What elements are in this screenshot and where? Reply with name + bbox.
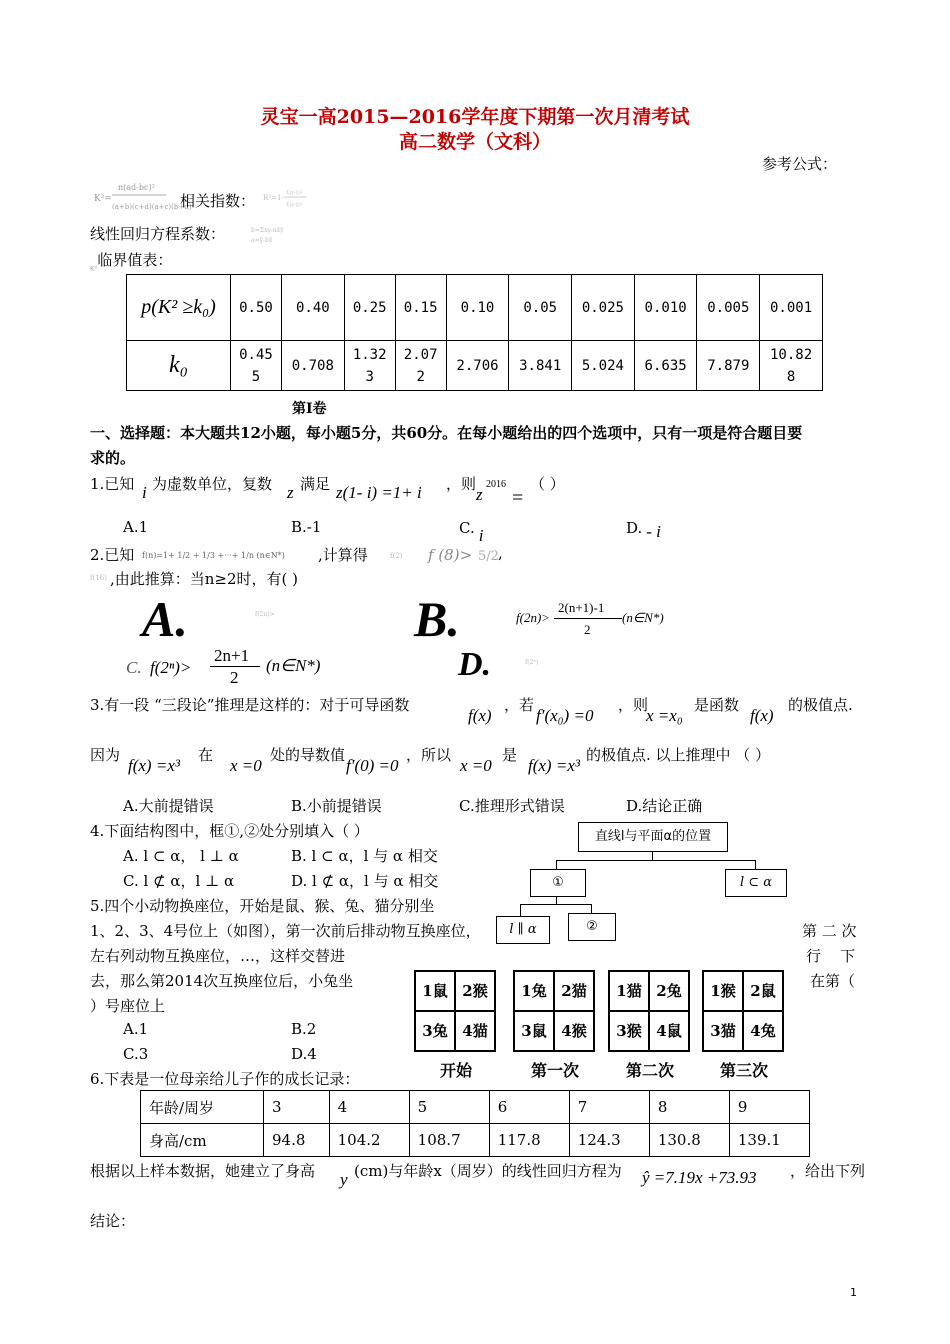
section-one-instructions: 一、选择题：本大题共12小题，每小题5分，共60分。在每小题给出的四个选项中，只有一项是符合题目要 [90, 424, 803, 442]
exam-subtitle: 高二数学（文科） [398, 131, 551, 153]
table-cell: 139.1 [729, 1124, 809, 1157]
section-one-instructions-cont: 求的。 [90, 449, 136, 467]
q3-option-c: C.推理形式错误 [459, 797, 565, 815]
table-cell: 0.001 [760, 275, 823, 341]
table-cell: 5.024 [572, 341, 635, 391]
diagram-box-parallel: l ∥ α [496, 916, 550, 944]
seat-cell: 1猴 [702, 970, 744, 1012]
seat-cell: 2猫 [553, 970, 595, 1012]
q2-f-definition-image [142, 544, 318, 566]
seat-grid-label: 第一次 [530, 1061, 579, 1080]
table-cell: 0.708 [281, 341, 344, 391]
table-cell: 2.07 2 [395, 341, 446, 391]
question-5-line-5: ）号座位上 [90, 997, 166, 1015]
seat-cell: 3猫 [702, 1010, 744, 1052]
question-5-line-1: 5.四个小动物换座位，开始是鼠、猴、兔、猫分别坐 [90, 897, 435, 915]
table-cell: 0.005 [697, 275, 760, 341]
question-6-stem: 6.下表是一位母亲给儿子作的成长记录： [90, 1070, 360, 1088]
table-cell: 0.15 [395, 275, 446, 341]
question-4-stem: 4.下面结构图中，框①,②处分别填入（ ） [90, 822, 369, 840]
q4-option-a: A. l ⊂ α， l ⊥ α [123, 847, 239, 865]
table-cell: 6 [489, 1091, 569, 1124]
seat-cell: 4兔 [742, 1010, 784, 1052]
k-square-mark: K² [90, 265, 98, 273]
diagram-connector [556, 860, 756, 861]
table-cell: 94.8 [264, 1124, 330, 1157]
seat-cell: 4猫 [454, 1010, 496, 1052]
critical-table-label: 临界值表： [97, 251, 173, 269]
seat-grid-label: 第三次 [719, 1061, 768, 1080]
q2-option-b-formula: f(2n)> 2(n+1)-1 2 (n∈N*) [516, 600, 664, 637]
table-cell: 7.879 [697, 341, 760, 391]
table-cell: 6.635 [634, 341, 697, 391]
table-cell: 10.82 8 [760, 341, 823, 391]
table-cell: 8 [649, 1091, 729, 1124]
seat-grid-label: 开始 [439, 1061, 472, 1080]
diagram-box-1: ① [530, 869, 586, 897]
seat-cell: 3兔 [414, 1010, 456, 1052]
question-2-stem: 2.已知 f(n)=1+ 1/2 + 1/3 +···+ 1/n (n∈N*) ,计算得 f(2) f (8)> 5/2 , f(16) ,由此推算：当n≥2时，有( ) [90, 544, 503, 588]
svg-text:(a+b)(c+d)(a+c)(b+d): (a+b)(c+d)(a+c)(b+d) [112, 203, 192, 211]
diagram-box-2: ② [568, 913, 616, 941]
q5-option-b: B.2 [291, 1020, 317, 1038]
regression-coef-formula-image [250, 222, 296, 246]
diagram-connector [520, 904, 521, 916]
svg-text:Σ(y-ŷ)²: Σ(y-ŷ)² [286, 190, 303, 196]
table-cell: 0.05 [509, 275, 572, 341]
q3-option-b: B.小前提错误 [291, 797, 382, 815]
svg-text:f(2n)>: f(2n)> [255, 611, 275, 618]
regression-coef-label: 线性回归方程系数： [90, 225, 226, 243]
ref-formula-label: 参考公式： [762, 155, 838, 173]
question-5-line-4-right: 在第（ [810, 972, 856, 990]
table-cell: 0.25 [344, 275, 395, 341]
q3-option-d: D.结论正确 [626, 797, 703, 815]
q2-option-d-formula-image [525, 654, 545, 670]
table-cell: 9 [729, 1091, 809, 1124]
seat-grid-label: 第二次 [625, 1061, 674, 1080]
table-cell: 4 [329, 1091, 409, 1124]
table-cell: 年龄/周岁 [141, 1091, 264, 1124]
question-5-line-2: 1、2、3、4号位上（如图），第一次前后排动物互换座位， [90, 922, 481, 940]
table-cell: 108.7 [409, 1124, 489, 1157]
table-cell: 104.2 [329, 1124, 409, 1157]
q4-option-c: C. l ⊄ α，l ⊥ α [123, 872, 235, 890]
chi-square-formula-image [90, 176, 192, 220]
q1-option-c: C. i [459, 519, 484, 545]
seat-cell: 2兔 [648, 970, 690, 1012]
seat-cell: 2鼠 [742, 970, 784, 1012]
exam-title: 灵宝一高2015—2016学年度下期第一次月清考试 [260, 106, 690, 128]
seat-cell: 3鼠 [513, 1010, 555, 1052]
svg-text:n(ad-bc)²: n(ad-bc)² [118, 183, 155, 192]
corr-index-label: 相关指数： [180, 192, 256, 210]
part-one-heading: 第Ⅰ卷 [292, 401, 327, 417]
seat-cell: 1猫 [608, 970, 650, 1012]
seat-cell: 3猴 [608, 1010, 650, 1052]
diagram-connector [556, 896, 557, 904]
table-cell: 7 [569, 1091, 649, 1124]
question-5-line-3-right: 行 下 [806, 947, 856, 965]
table-cell: 3.841 [509, 341, 572, 391]
q5-option-c: C.3 [123, 1045, 149, 1063]
table-cell: 0.10 [446, 275, 509, 341]
q4-option-b: B. l ⊂ α，l 与 α 相交 [291, 847, 438, 865]
q2-computed-values-image [388, 544, 498, 566]
growth-record-table [140, 1090, 810, 1157]
q2-option-c: C. f(2ⁿ)> 2n+1 2 (n∈N*) [126, 646, 321, 687]
question-3-line-2: 因为 f(x) =x³ 在 x =0 处的导数值 f′(0) =0 ，所以 x =0 是 f(x) =x³ 的极值点. 以上推理中 （ ） [90, 746, 771, 775]
q2-extra-value-image [90, 568, 112, 586]
question-5-line-4: 去，那么第2014次互换座位后，小兔坐 [90, 972, 354, 990]
table-cell: 身高/cm [141, 1124, 264, 1157]
q5-option-a: A.1 [123, 1020, 149, 1038]
question-6-conclusion-line: 根据以上样本数据，她建立了身高 y (cm)与年龄x（周岁）的线性回归方程为 ŷ =7.19x +73.93 ，给出下列 [90, 1162, 866, 1189]
svg-text:K²=: K²= [94, 194, 112, 204]
critical-value-table [126, 274, 823, 391]
seat-cell: 2猴 [454, 970, 496, 1012]
svg-text:a=ȳ-bx̄: a=ȳ-bx̄ [251, 237, 273, 244]
diagram-root-box: 直线l与平面α的位置 [578, 822, 728, 852]
q5-option-d: D.4 [291, 1045, 317, 1063]
question-6-conclusions-label: 结论： [90, 1212, 136, 1230]
table-cell: 0.50 [231, 275, 282, 341]
svg-text:5/2: 5/2 [478, 549, 499, 564]
seat-cell: 1兔 [513, 970, 555, 1012]
question-5-line-2-right: 第 二 次 [802, 922, 857, 940]
q1-option-a: A.1 [123, 518, 149, 536]
table-cell: 117.8 [489, 1124, 569, 1157]
question-1-stem: 1.已知 i 为虚数单位，复数 z 满足 z(1- i) =1+ i ，则 z 2016 = （ ） [90, 475, 565, 509]
table-head-k: k₀ [127, 341, 231, 391]
seat-cell: 4鼠 [648, 1010, 690, 1052]
q3-option-a: A.大前提错误 [123, 797, 214, 815]
q2-option-b: B. [414, 591, 460, 647]
page-number: 1 [850, 1286, 857, 1299]
svg-text:f (8)>: f (8)> [428, 546, 473, 564]
q4-option-d: D. l ⊄ α，l 与 α 相交 [291, 872, 439, 890]
table-cell: 3 [264, 1091, 330, 1124]
table-cell: 0.40 [281, 275, 344, 341]
seat-cell: 4猴 [553, 1010, 595, 1052]
table-head-p: p(K² ≥k₀) [127, 275, 231, 341]
table-cell: 0.025 [572, 275, 635, 341]
svg-text:f(n)=1+ 1/2 + 1/3 +···+ 1/n (n: f(n)=1+ 1/2 + 1/3 +···+ 1/n (n∈N*) [142, 551, 285, 560]
seat-cell: 1鼠 [414, 970, 456, 1012]
table-cell: 5 [409, 1091, 489, 1124]
q1-option-b: B.-1 [291, 518, 322, 536]
table-cell: 130.8 [649, 1124, 729, 1157]
diagram-box-contained: l ⊂ α [725, 869, 787, 897]
svg-text:Σ(y-ȳ)²: Σ(y-ȳ)² [286, 202, 303, 208]
table-cell: 2.706 [446, 341, 509, 391]
question-3-line-1: 3.有一段 “三段论”推理是这样的：对于可导函数 f(x) ，若 f′(x₀) =0 ，则 x =x₀ 是函数 f(x) 的极值点. [90, 696, 853, 725]
q2-option-a: A. [142, 591, 188, 647]
q2-option-d: D. [458, 646, 492, 683]
table-cell: 124.3 [569, 1124, 649, 1157]
table-cell: 0.010 [634, 275, 697, 341]
svg-text:R²=1-: R²=1- [263, 194, 284, 202]
table-cell: 0.45 5 [231, 341, 282, 391]
corr-index-formula-image [262, 186, 308, 210]
q1-option-d: D. - i [626, 519, 661, 541]
table-cell: 1.32 3 [344, 341, 395, 391]
svg-text:b=Σxy-nx̄ȳ: b=Σxy-nx̄ȳ [251, 227, 284, 234]
q2-option-a-formula-image [255, 606, 275, 622]
svg-text:f(2ⁿ): f(2ⁿ) [525, 659, 539, 666]
svg-text:f(2): f(2) [390, 552, 403, 560]
question-5-line-3: 左右列动物互换座位，…，这样交替进 [90, 947, 346, 965]
diagram-connector [520, 904, 592, 905]
svg-text:f(16): f(16) [90, 574, 107, 582]
